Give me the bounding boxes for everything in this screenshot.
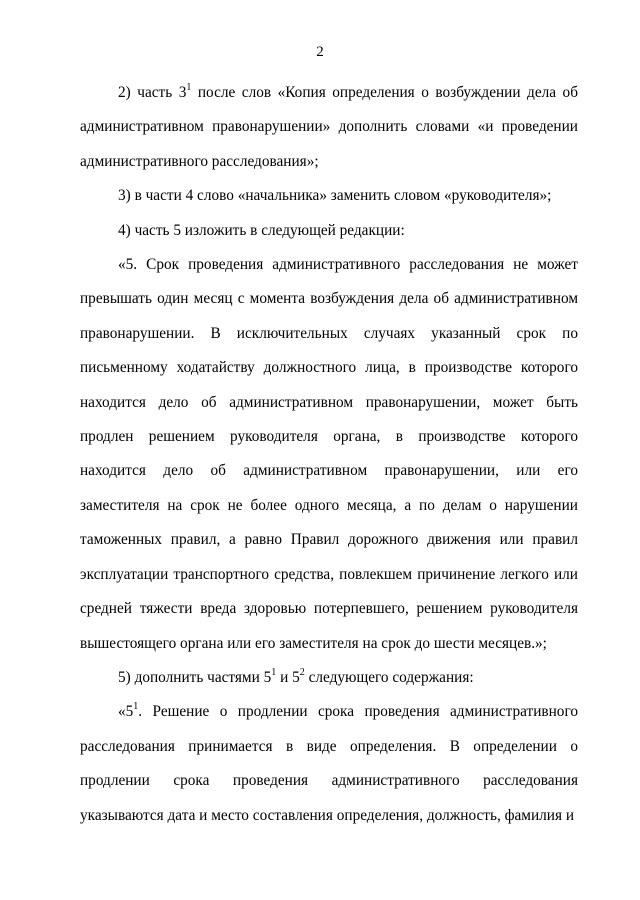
superscript: 1 <box>271 666 277 678</box>
paragraph-text: 2) часть 3 <box>118 84 187 101</box>
page-number: 2 <box>316 44 324 60</box>
document-body <box>80 76 578 833</box>
paragraph-text: . Решение о продлении срока проведения административного расследования принимается в виде определения. В определении о продлении срока проведения административного расследования указываются дата и место составления определения, должность, фамилия и <box>80 703 578 824</box>
paragraph-add-parts <box>80 661 578 695</box>
paragraph-text: следующего содержания: <box>304 668 474 686</box>
superscript: 2 <box>299 666 305 678</box>
paragraph-text: 5) дополнить частями 5 <box>118 668 272 686</box>
paragraph-part-5-1 <box>80 695 578 833</box>
paragraph-part-5-text: «5. Срок проведения административного расследования не может превышать один месяц с момента возбуждения дела об административном правонарушении. В исключительных случаях указанный срок по письменному ходатайству должностного лица, в производстве которого находится дело об административном правонарушении, может быть продлен решением руководителя органа, в производстве которого находится дело об административном правонарушении, или его заместителя на срок не более одного месяца, а по делам о нарушении таможенных правил, а равно Правил дорожного движения или правил эксплуатации транспортного средства, повлекшем причинение легкого или средней тяжести вреда здоровью потерпевшего, решением руководителя вышестоящего органа или его заместителя на срок до шести месяцев.»; <box>80 256 578 652</box>
superscript: 1 <box>186 82 192 93</box>
paragraph-text: «5 <box>118 703 134 721</box>
paragraph-part-4: 3) в части 4 слово «начальника» заменить словом «руководителя»; <box>118 187 552 205</box>
paragraph-text: после слов «Копия определения о возбуждении дела об административном правонарушении» дополнить словами «и проведении административного расследования»; <box>80 84 578 170</box>
paragraph-text: и 5 <box>276 668 300 686</box>
superscript: 1 <box>133 701 139 713</box>
paragraph-part-3-1 <box>80 76 578 179</box>
paragraph-part-5-intro: 4) часть 5 изложить в следующей редакции: <box>118 221 405 239</box>
